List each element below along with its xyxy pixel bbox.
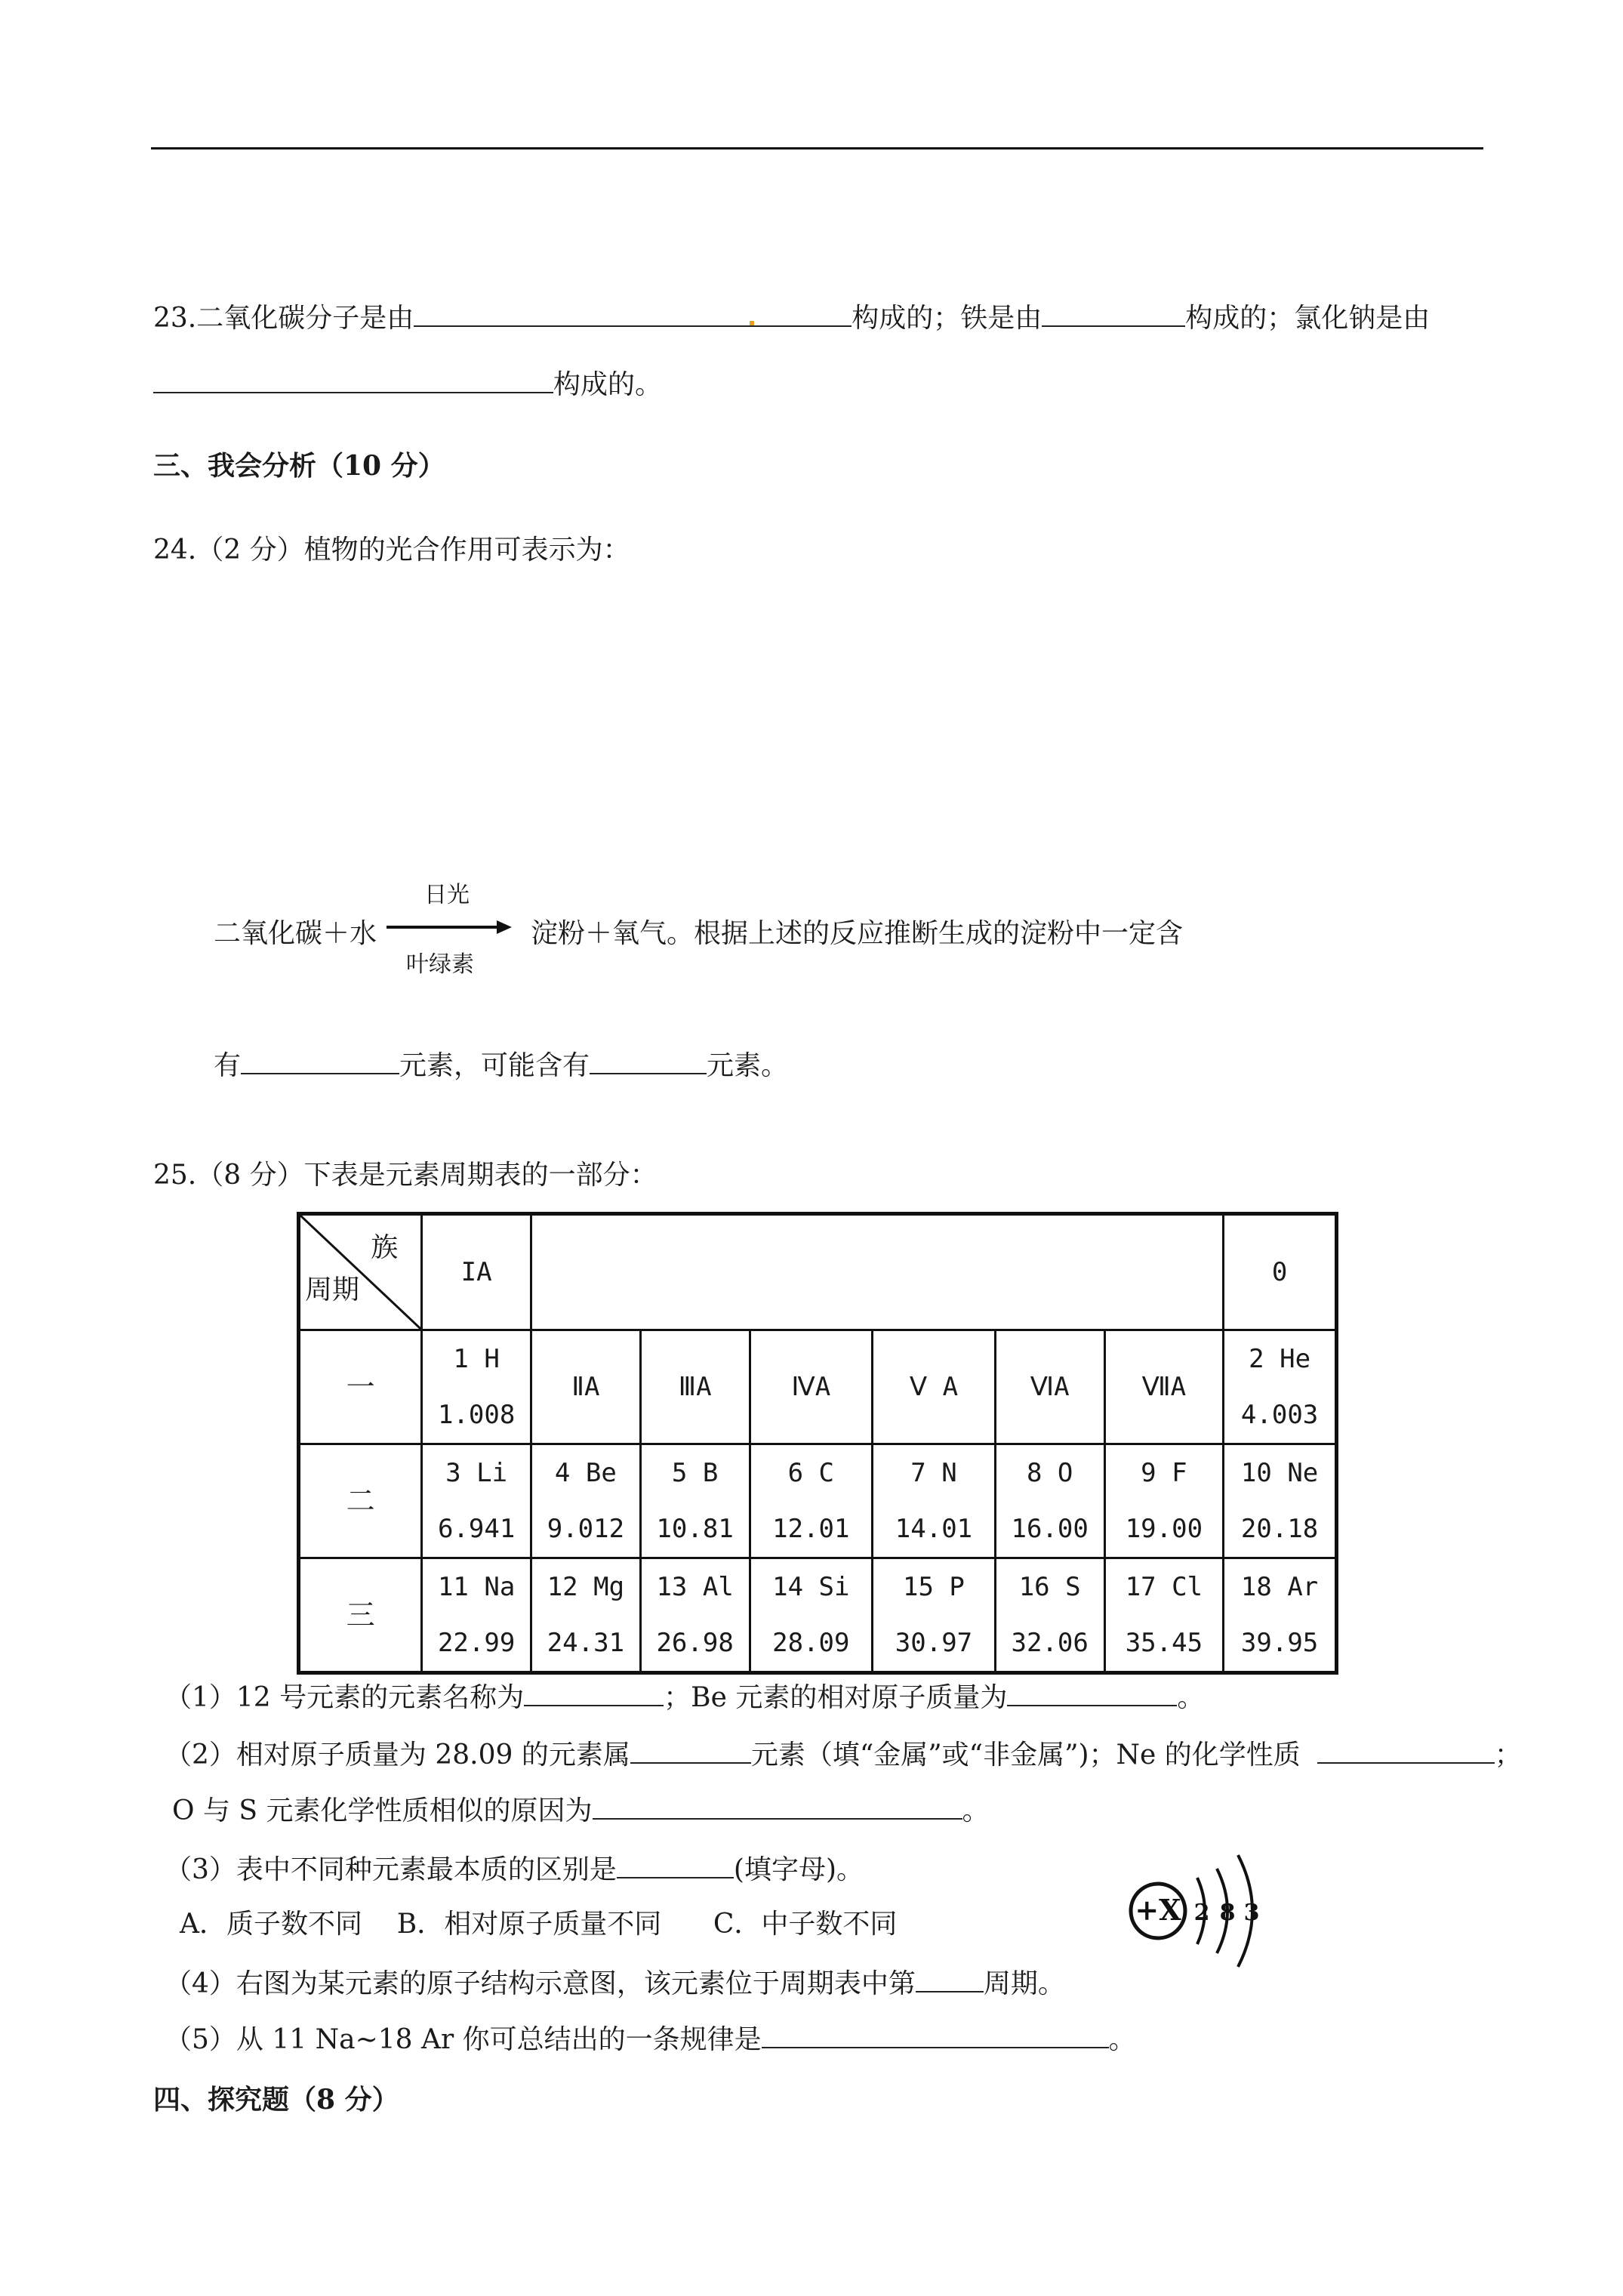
- q23-text-4: 构成的。: [553, 369, 663, 400]
- q25-sub2-line2: [172, 1791, 990, 1829]
- question-23-line1: [153, 298, 1430, 337]
- q24-text-b: 元素，可能含有: [399, 1050, 590, 1081]
- sub5-text-a: （5）从 11 Na~18 Ar 你可总结出的一条规律是: [165, 2024, 762, 2055]
- cell-na: 11 Na 22.99: [422, 1558, 531, 1673]
- cell-s: 16 S 32.06: [995, 1558, 1104, 1673]
- corner-label-period: 周期: [305, 1274, 360, 1305]
- q24-reactants: 二氧化碳＋水: [214, 918, 377, 949]
- q25-sub2-line1: [165, 1735, 1522, 1774]
- arrow-condition-top: 日光: [424, 882, 470, 908]
- cell-he: 2 He 4.003: [1224, 1330, 1337, 1444]
- sub3-text-b: (填字母)。: [733, 1854, 864, 1885]
- q23-blank-3[interactable]: [153, 365, 553, 393]
- table-corner-cell: [299, 1214, 422, 1330]
- q25-sub4: [165, 1964, 1065, 2002]
- sub2-text-b: 元素（填“金属”或“非金属”)；Ne 的化学性质: [750, 1740, 1301, 1771]
- cell-si: 14 Si 28.09: [750, 1558, 873, 1673]
- q24-blank-2[interactable]: [590, 1046, 707, 1074]
- cell-b: 5 B 10.81: [640, 1444, 750, 1558]
- section-3-heading: 三、我会分析（10 分）: [153, 450, 445, 482]
- corner-label-group: 族: [371, 1232, 399, 1263]
- cell-c: 6 C 12.01: [750, 1444, 873, 1558]
- sub2-text-e: 。: [962, 1795, 990, 1826]
- q23-text-3: 构成的；氯化钠是由: [1185, 303, 1431, 334]
- q24-line2: [214, 1046, 788, 1084]
- sub3-blank[interactable]: [617, 1850, 734, 1878]
- sub1-blank-1[interactable]: [524, 1678, 664, 1706]
- sub1-blank-2[interactable]: [1007, 1678, 1177, 1706]
- question-24-intro: 24.（2 分）植物的光合作用可表示为：: [153, 535, 630, 566]
- shell-2-count: 8: [1219, 1900, 1236, 1926]
- cell-n: 7 N 14.01: [873, 1444, 996, 1558]
- group-va: Ⅴ A: [873, 1330, 996, 1444]
- cell-f: 9 F 19.00: [1104, 1444, 1224, 1558]
- shell-1-count: 2: [1193, 1900, 1210, 1926]
- q25-sub3-options: A．质子数不同 B．相对原子质量不同 C．中子数不同: [180, 1909, 898, 1940]
- q25-sub1: [165, 1678, 1204, 1716]
- header-blank: [531, 1214, 1224, 1330]
- group-via: ⅥA: [995, 1330, 1104, 1444]
- sub3-text-a: （3）表中不同种元素最本质的区别是: [165, 1854, 617, 1885]
- question-25-intro: 25.（8 分）下表是元素周期表的一部分：: [153, 1160, 658, 1191]
- sub4-blank[interactable]: [916, 1964, 984, 1992]
- q23-text-1: 23.二氧化碳分子是由: [153, 303, 414, 334]
- q24-text-a: 有: [214, 1050, 242, 1081]
- q24-blank-1[interactable]: [241, 1046, 399, 1074]
- atom-diagram-icon: [1123, 1846, 1289, 1978]
- group-iva: ⅣA: [750, 1330, 873, 1444]
- orange-mark: [750, 321, 754, 325]
- cell-be: 4 Be 9.012: [531, 1444, 641, 1558]
- group-iiia: ⅢA: [640, 1330, 750, 1444]
- cell-li: 3 Li 6.941: [422, 1444, 531, 1558]
- sub2-blank-3[interactable]: [593, 1791, 962, 1820]
- cell-mg: 12 Mg 24.31: [531, 1558, 641, 1673]
- question-23-line2: [153, 365, 662, 403]
- cell-h: 1 H 1.008: [422, 1330, 531, 1444]
- sub1-text-a: （1）12 号元素的元素名称为: [165, 1682, 525, 1713]
- arrow-condition-bottom: 叶绿素: [406, 951, 474, 978]
- sub4-text-a: （4）右图为某元素的原子结构示意图，该元素位于周期表中第: [165, 1968, 916, 1999]
- sub2-text-d: O 与 S 元素化学性质相似的原因为: [172, 1795, 593, 1826]
- period-1: 一: [299, 1330, 422, 1444]
- period-2: 二: [299, 1444, 422, 1558]
- cell-cl: 17 Cl 35.45: [1104, 1558, 1224, 1673]
- sub1-text-b: ；Be 元素的相对原子质量为: [664, 1682, 1008, 1713]
- header-zero: 0: [1224, 1214, 1337, 1330]
- q23-text-2: 构成的；铁是由: [852, 303, 1042, 334]
- header-rule: [151, 147, 1483, 149]
- sub5-text-b: 。: [1108, 2024, 1136, 2055]
- group-viia: ⅦA: [1104, 1330, 1224, 1444]
- sub2-text-a: （2）相对原子质量为 28.09 的元素属: [165, 1740, 630, 1771]
- reaction-arrow: [385, 876, 521, 978]
- q24-products: 淀粉＋氧气。根据上述的反应推断生成的淀粉中一定含: [531, 918, 1184, 949]
- q25-sub3: [165, 1850, 864, 1888]
- section-4-heading: 四、探究题（8 分）: [153, 2084, 399, 2116]
- sub2-blank-2[interactable]: [1317, 1735, 1495, 1764]
- cell-ar: 18 Ar 39.95: [1224, 1558, 1337, 1673]
- sub2-text-c: ；: [1494, 1740, 1522, 1771]
- cell-ne: 10 Ne 20.18: [1224, 1444, 1337, 1558]
- q24-text-c: 元素。: [707, 1050, 789, 1081]
- sub5-blank[interactable]: [762, 2020, 1109, 2048]
- sub1-text-c: 。: [1177, 1682, 1205, 1713]
- atom-structure-diagram: [1123, 1846, 1289, 1978]
- cell-al: 13 Al 26.98: [640, 1558, 750, 1673]
- cell-p: 15 P 30.97: [873, 1558, 996, 1673]
- q25-sub5: [165, 2020, 1136, 2058]
- sub2-blank-1[interactable]: [630, 1735, 751, 1764]
- group-iia: ⅡA: [531, 1330, 641, 1444]
- shell-3-count: 3: [1243, 1900, 1260, 1926]
- header-ia: IA: [422, 1214, 531, 1330]
- sub4-text-b: 周期。: [983, 1968, 1065, 1999]
- period-3: 三: [299, 1558, 422, 1673]
- q23-blank-1[interactable]: [414, 298, 852, 327]
- q23-blank-2[interactable]: [1042, 298, 1185, 327]
- cell-o: 8 O 16.00: [995, 1444, 1104, 1558]
- periodic-table: [297, 1212, 1338, 1675]
- nucleus-label: +X: [1135, 1893, 1181, 1927]
